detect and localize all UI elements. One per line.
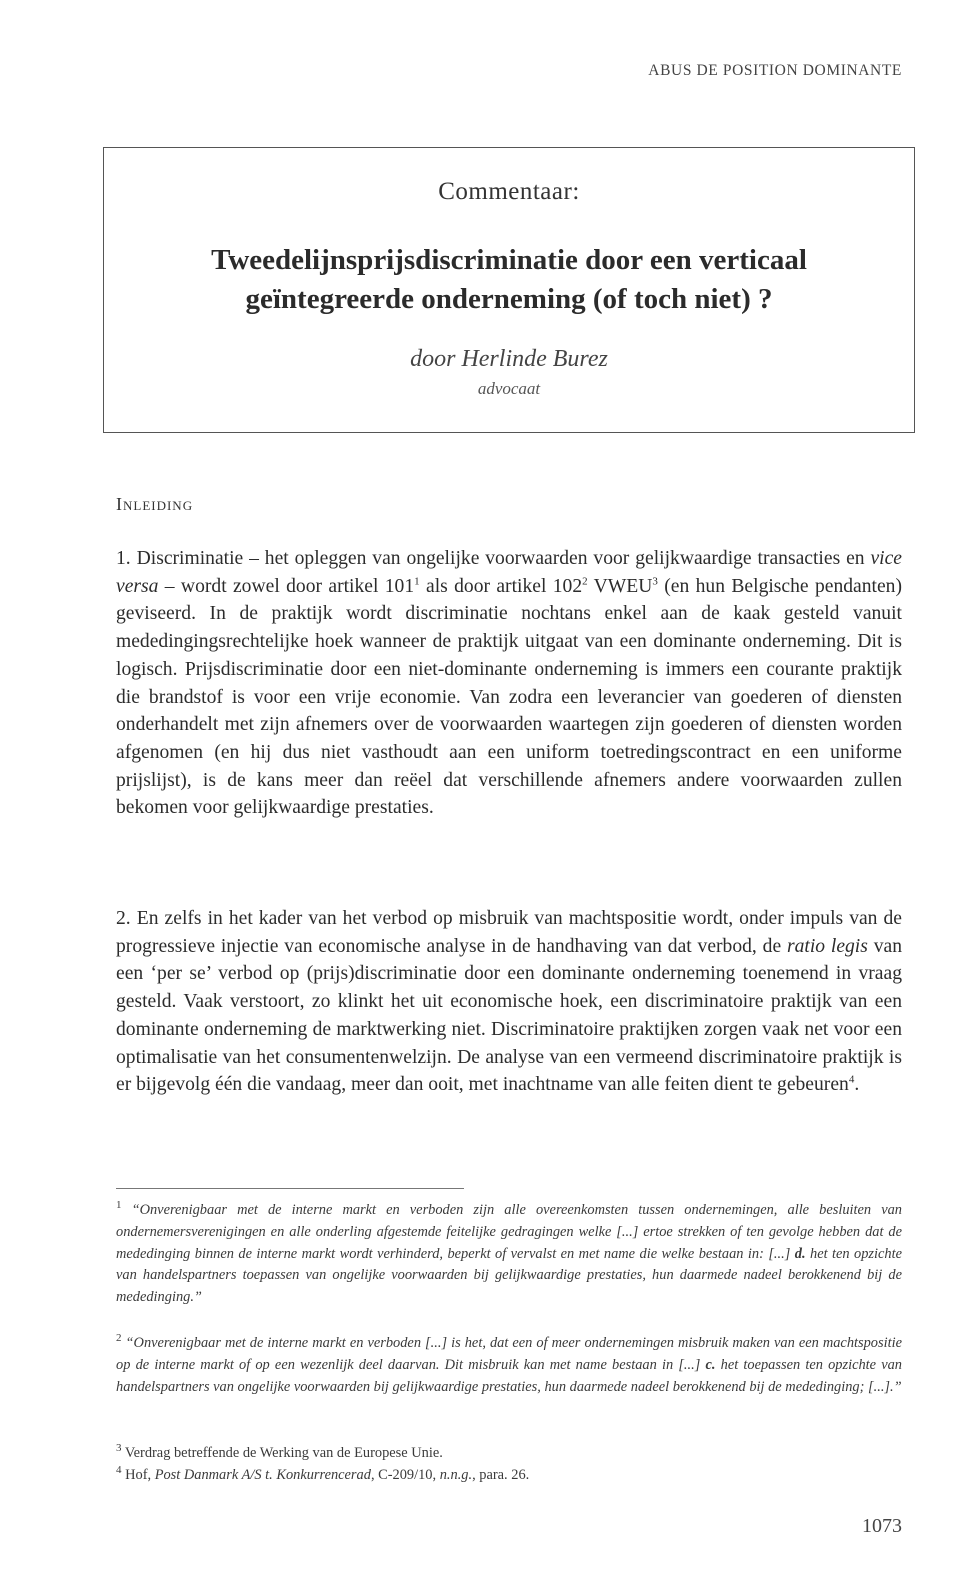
footnote-text: , para. 26.	[472, 1467, 530, 1483]
footnote-quote: “Onverenigbaar met de interne markt en verboden [...] is het, dat een of meer ondernemingen misbruik maken van een machtspositie op de interne markt of op een wezenlijk deel daarvan. Dit misbruik kan met name bestaan in [...]	[116, 1335, 902, 1373]
paragraph-text: – wordt zowel door artikel 101	[158, 575, 415, 597]
footnote-quote: “Onverenigbaar met de interne markt en verboden zijn alle overeenkomsten tussen ondernemingen, alle besluiten van ondernemersverenigingen en alle onderling afgestemde feitelijke gedragingen welke [...] ertoe strekken of ten gevolge hebben dat de mededinging binnen de interne markt wordt verhinderd, beperkt of vervalst en met name die welke bestaan in: [...]	[116, 1202, 902, 1262]
footnote-mark: 4	[116, 1464, 122, 1477]
article-label: Commentaar:	[438, 178, 580, 205]
footnote-bold: c.	[705, 1356, 716, 1373]
paragraph-text: van een ‘per se’ verbod op (prijs)discriminatie door een dominante onderneming toenemend in vraag gesteld. Vaak verstoort, zo klinkt het uit economische hoek, een discriminatoire praktijk van een dominante onderneming de marktwerking niet. Discriminatoire praktijken zorgen vaak net voor een optimalisatie van het consumentenwelzijn. De analyse van een vermeend discriminatoire praktijk is er bijgevolg één die vandaag, meer dan ooit, met inachtname van alle feiten dient te gebeuren	[116, 935, 902, 1096]
title-box	[103, 147, 915, 433]
paragraph-number: 2.	[116, 908, 131, 929]
article-title-line-2: geïntegreerde onderneming (of toch niet) ?	[245, 283, 773, 315]
footnote-2	[116, 1333, 902, 1398]
running-header: ABUS DE POSITION DOMINANTE	[648, 62, 902, 79]
paragraph-text: .	[854, 1074, 860, 1096]
article-title-line-1: Tweedelijnsprijsdiscriminatie door een verticaal	[211, 244, 807, 276]
footnote-quote: het ten opzichte van handelspartners toepassen van ongelijke voorwaarden bij gelijkwaardige prestaties, hun daarmede nadeel berokkenend bij de mededinging.”	[116, 1245, 902, 1306]
footnote-text: Hof,	[125, 1467, 155, 1483]
footnote-italic: Post Danmark A/S t. Konkurrencerad	[154, 1467, 371, 1483]
paragraph-italic: ratio legis	[786, 935, 868, 957]
author-role: advocaat	[477, 379, 541, 398]
footnote-ref: 3	[652, 575, 658, 588]
paragraph-text: (en hun Belgische pendanten) geviseerd. In de praktijk wordt discriminatie nochtans enkel aan de kaak gesteld vanuit mededingingsrechtelijke hoek wanneer de praktijk uitgaat van een dominante onderneming. Dit is logisch. Prijsdiscriminatie door een niet-dominante onderneming is immers een courante praktijk die brandstof is voor een vrije economie. Van zodra een leverancier van goederen of diensten onderhandelt met zijn afnemers over de voorwaarden waartegen zijn goederen of diensten worden afgenomen (en hij dus niet vasthoudt aan een uniform toetredingscontract en een uniforme prijslijst), is de kans meer dan reëel dat verschillende afnemers andere voorwaarden zullen bekomen voor gelijkwaardige prestaties.	[116, 575, 903, 819]
section-heading: Inleiding	[116, 494, 194, 514]
footnote-ref: 4	[848, 1073, 855, 1086]
footnote-mark: 3	[116, 1442, 122, 1455]
paragraph-text: VWEU	[587, 575, 653, 597]
footnote-italic: n.n.g.	[439, 1467, 473, 1483]
footnote-text: , C-209/10,	[370, 1467, 440, 1483]
footnote-separator	[116, 1188, 464, 1189]
author-name: door Herlinde Burez	[410, 346, 608, 372]
paragraph-1	[116, 545, 902, 822]
paragraph-text: als door artikel 102	[419, 575, 583, 597]
footnote-3	[116, 1443, 902, 1465]
footnote-text: Verdrag betreffende de Werking van de Europese Unie.	[124, 1445, 443, 1461]
footnote-ref: 2	[582, 575, 588, 588]
paragraph-text: En zelfs in het kader van het verbod op misbruik van machtspositie wordt, onder impuls van de progressieve injectie van economische analyse in de handhaving van dat verbod, de	[116, 908, 903, 957]
footnote-mark: 2	[116, 1332, 122, 1345]
footnote-4	[116, 1465, 902, 1487]
footnote-1	[116, 1200, 902, 1309]
paragraph-text: Discriminatie – het opleggen van ongelijke voorwaarden voor gelijkwaardige transacties en	[136, 548, 871, 569]
footnote-bold: d.	[794, 1245, 806, 1262]
paragraph-2	[116, 905, 902, 1099]
article-title	[104, 241, 914, 319]
page-number: 1073	[862, 1515, 902, 1537]
paragraph-number: 1.	[116, 548, 131, 569]
footnote-mark: 1	[116, 1199, 122, 1212]
footnote-ref: 1	[414, 575, 420, 588]
paragraph-italic: vice versa	[116, 548, 902, 597]
footnote-quote: het toepassen ten opzichte van handelspartners van ongelijke voorwaarden bij gelijkwaardige prestaties, hun daarmede nadeel berokkenend bij de mededinging; [...].”	[116, 1356, 902, 1395]
